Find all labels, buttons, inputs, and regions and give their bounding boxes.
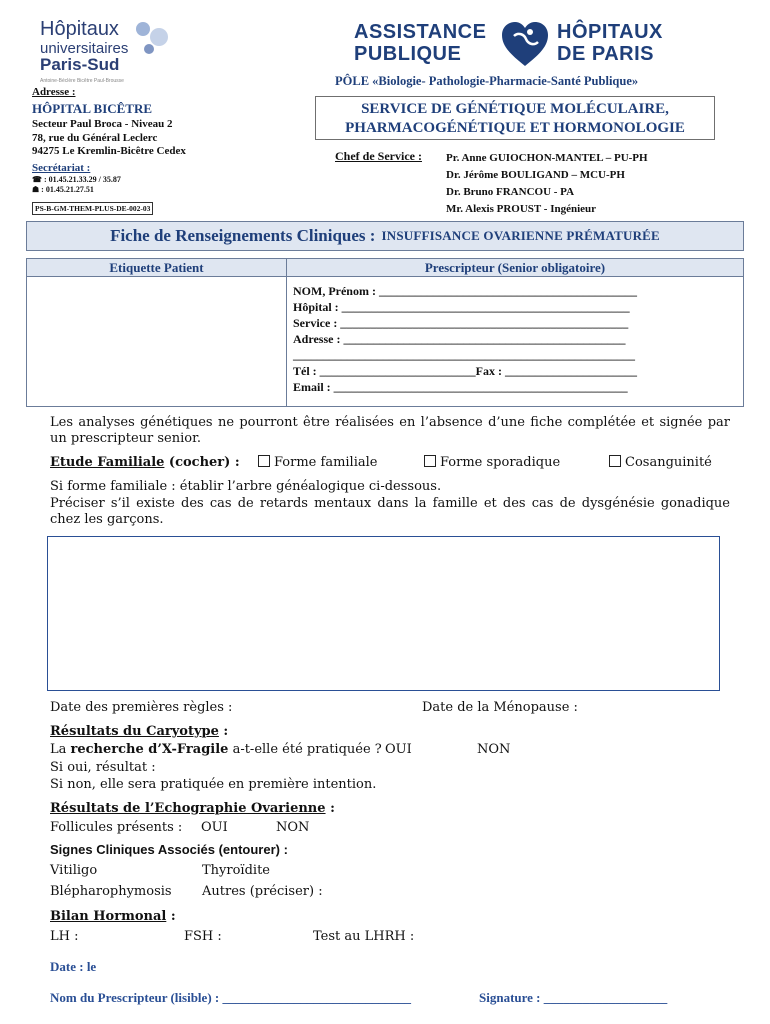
follicules-non[interactable]: NON: [276, 820, 310, 835]
secretariat-fax: ☗ : 01.45.21.27.51: [32, 185, 94, 194]
patient-label-header: Etiquette Patient: [27, 259, 286, 277]
caryotype-heading-colon: :: [218, 724, 229, 739]
echo-heading-colon: :: [325, 801, 335, 816]
sign-autres[interactable]: Autres (préciser) :: [202, 884, 323, 899]
familial-note-2: Préciser s’il existe des cas de retards mentaux dans la famille et des cas de dysgénésie gonadique chez les garçons.: [50, 496, 730, 527]
chef-person: Dr. Jérôme BOULIGAND – MCU-PH: [446, 169, 625, 181]
address-block: [32, 86, 292, 195]
service-box: [315, 96, 715, 140]
family-study-row: [50, 455, 750, 471]
sign-thyroidite[interactable]: Thyroïdite: [202, 863, 270, 878]
logo-dot-icon: [150, 28, 168, 46]
document-code: PS-B-GM-THEM-PLUS-DE-002-03: [32, 202, 153, 215]
prescriber-phone-fax-field[interactable]: Tél : __________________________Fax : ______________________: [293, 364, 637, 378]
secretariat-label: Secrétariat :: [32, 161, 91, 174]
option-cosanguinite[interactable]: [609, 455, 712, 471]
fsh-label: FSH :: [184, 929, 222, 944]
option-label: Cosanguinité: [625, 455, 712, 470]
logo-dot-icon: [144, 44, 154, 54]
logo-line1: Hôpitaux: [40, 18, 119, 40]
footer-signature[interactable]: Signature : ___________________: [479, 990, 668, 1005]
prescriber-fields[interactable]: [293, 283, 637, 395]
family-study-suffix: (cocher) :: [164, 455, 240, 470]
intro-text: Les analyses génétiques ne pourront être réalisées en l’absence d’une fiche complétée et signée par un prescripteur senior.: [50, 415, 730, 446]
chef-person: Pr. Anne GUIOCHON-MANTEL – PU-PH: [446, 152, 648, 164]
aphp-word: ASSISTANCE: [354, 21, 487, 43]
aphp-logo: [352, 20, 692, 68]
patient-label-area[interactable]: [27, 277, 286, 406]
aphp-word: PUBLIQUE: [354, 43, 462, 65]
xfragile-question: [50, 742, 382, 758]
prescriber-hospital-field[interactable]: Hôpital : ________________________________________________: [293, 300, 630, 314]
service-line: SERVICE DE GÉNÉTIQUE MOLÉCULAIRE,: [361, 101, 669, 117]
hupsud-logo: [36, 18, 196, 82]
xfragile-si-non: Si non, elle sera pratiquée en première intention.: [50, 777, 377, 792]
patient-prescriber-table: [26, 258, 744, 407]
footer-prescriber-name[interactable]: Nom du Prescripteur (lisible) : _____________________________: [50, 990, 411, 1005]
aphp-word: DE PARIS: [557, 43, 654, 65]
lhrh-label: Test au LHRH :: [313, 929, 415, 944]
sign-vitiligo[interactable]: Vitiligo: [50, 863, 98, 878]
sign-blepharophymosis[interactable]: Blépharophymosis: [50, 884, 172, 899]
xfragile-bold: recherche d’X-Fragile: [70, 742, 229, 757]
option-label: Forme familiale: [274, 455, 378, 470]
family-study-label: Etude Familiale: [50, 455, 165, 470]
caryotype-heading-text: Résultats du Caryotype: [50, 724, 219, 739]
aphp-heart-icon: [500, 20, 550, 68]
xfragile-non[interactable]: NON: [477, 742, 511, 757]
option-sporadique[interactable]: [424, 455, 560, 471]
chef-person: Mr. Alexis PROUST - Ingénieur: [446, 203, 597, 215]
chef-label: Chef de Service :: [335, 149, 422, 163]
family-tree-box[interactable]: [47, 536, 720, 691]
echo-heading: [50, 801, 335, 817]
checkbox-icon[interactable]: [258, 455, 270, 467]
prescriber-service-field[interactable]: Service : ________________________________________________: [293, 316, 629, 330]
table-divider: [286, 259, 287, 406]
follicules-label: Follicules présents :: [50, 820, 183, 835]
footer-date[interactable]: Date : le: [50, 959, 97, 974]
pole-title: PÔLE «Biologie- Pathologie-Pharmacie-Santé Publique»: [335, 74, 639, 88]
hospital-name: HÔPITAL BICÊTRE: [32, 100, 153, 116]
follicules-oui[interactable]: OUI: [201, 820, 228, 835]
service-line: PHARMACOGÉNÉTIQUE ET HORMONOLOGIE: [345, 120, 685, 136]
lh-label: LH :: [50, 929, 79, 944]
menopause-date-label: Date de la Ménopause :: [422, 700, 578, 715]
option-familial[interactable]: [258, 455, 377, 471]
prescriber-address-field[interactable]: Adresse : _______________________________________________: [293, 332, 626, 346]
address-line: 94275 Le Kremlin-Bicêtre Cedex: [32, 145, 186, 157]
checkbox-icon[interactable]: [424, 455, 436, 467]
aphp-word: HÔPITAUX: [557, 21, 663, 43]
xfragile-post: a-t-elle été pratiquée ?: [228, 742, 382, 757]
bilan-heading-colon: :: [166, 909, 176, 924]
option-label: Forme sporadique: [440, 455, 561, 470]
signes-heading: Signes Cliniques Associés (entourer) :: [50, 842, 288, 857]
xfragile-pre: La: [50, 742, 71, 757]
bilan-heading-text: Bilan Hormonal: [50, 909, 167, 924]
logo-line2: universitaires: [40, 40, 129, 57]
prescriber-address-field-2[interactable]: _________________________________________________________: [293, 348, 635, 362]
prescriber-email-field[interactable]: Email : _________________________________________________: [293, 380, 628, 394]
address-line: 78, rue du Général Leclerc: [32, 131, 158, 144]
prescriber-name-field[interactable]: NOM, Prénom : ___________________________________________: [293, 284, 637, 298]
echo-heading-text: Résultats de l’Echographie Ovarienne: [50, 801, 326, 816]
logo-line3: Paris-Sud: [40, 55, 120, 74]
chef-person: Dr. Bruno FRANCOU - PA: [446, 186, 575, 198]
familial-note-1: Si forme familiale : établir l’arbre généalogique ci-dessous.: [50, 479, 442, 494]
logo-dot-icon: [136, 22, 150, 36]
form-title-bar: [26, 221, 744, 251]
chef-list: [446, 150, 648, 218]
first-period-date-label: Date des premières règles :: [50, 700, 233, 715]
xfragile-oui[interactable]: OUI: [385, 742, 412, 757]
xfragile-si-oui: Si oui, résultat :: [50, 760, 156, 775]
logo-line4: Antoine-Béclère Bicêtre Paul-Brousse: [40, 78, 124, 84]
bilan-heading: [50, 909, 176, 925]
prescriber-header: Prescripteur (Senior obligatoire): [287, 259, 743, 277]
form-subtitle: INSUFFISANCE OVARIENNE PRÉMATURÉE: [381, 228, 660, 243]
secretariat-phone: ☎ : 01.45.21.33.29 / 35.87: [32, 175, 121, 184]
address-label: Adresse :: [32, 86, 76, 98]
form-title: Fiche de Renseignements Cliniques :: [110, 226, 376, 245]
checkbox-icon[interactable]: [609, 455, 621, 467]
address-line: Secteur Paul Broca - Niveau 2: [32, 118, 173, 130]
caryotype-heading: [50, 724, 228, 740]
